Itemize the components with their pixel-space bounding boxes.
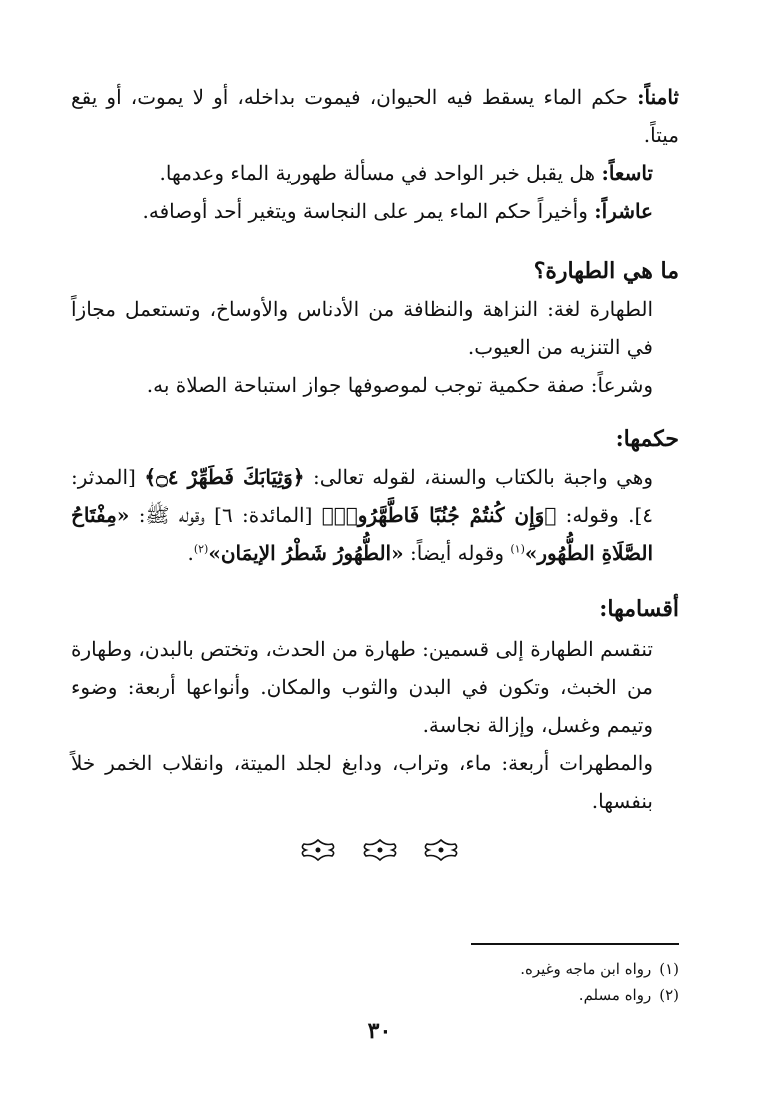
- ruling-text-2: [المدثر: ٤]. وقوله:: [71, 465, 654, 527]
- quran-verse-1: ﴿وَثِيَابَكَ فَطَهِّرْ ۝٤﴾: [144, 465, 305, 489]
- list-text: هل يقبل خبر الواحد في مسألة طهورية الماء وعدمها.: [159, 161, 602, 185]
- list-text: وأخيراً حكم الماء يمر على النجاسة ويتغير أحد أوصافه.: [142, 199, 595, 223]
- ornament-divider: [0, 838, 759, 866]
- paragraph-divisions: تنقسم الطهارة إلى قسمين: طهارة من الحدث، وتختص بالبدن، وطهارة من الخبث، وتكون في البدن والثوب والمكان. وأنواعها أربعة: وضوء وتيمم وغسل، وإزالة نجاسة.: [71, 637, 653, 737]
- fleuron-ornament-icon: [360, 838, 400, 862]
- footnote-ref-2: (٢): [193, 542, 209, 556]
- page-number: ٣٠: [367, 1018, 392, 1044]
- fleuron-ornament-icon: [298, 838, 338, 862]
- paragraph-ruling: [71, 458, 679, 572]
- list-label: عاشراً:: [594, 199, 653, 223]
- quran-verse-2: ﴿وَإِن كُنتُمْ جُنُبًا فَاطَّهَّرُوا۟﴾: [321, 503, 557, 527]
- section-title-ruling: حكمها:: [615, 426, 679, 452]
- footnote-number: (٢): [659, 986, 679, 1004]
- ruling-text-3: [المائدة: ٦] وقوله ﷺ:: [129, 503, 322, 527]
- paragraph-purifiers: والمطهرات أربعة: ماء، وتراب، ودابغ لجلد الميتة، وانقلاب الخمر خلاً بنفسها.: [71, 751, 653, 813]
- section-what-is: [71, 290, 679, 404]
- list-text: حكم الماء يسقط فيه الحيوان، فيموت بداخله، أو لا يموت، أو يقع ميتاً.: [71, 85, 679, 147]
- section-ruling: [71, 458, 679, 572]
- list-label: ثامناً:: [637, 85, 679, 109]
- footnote-number: (١): [659, 960, 679, 978]
- footnotes: [71, 956, 679, 1008]
- footnote-1: [71, 956, 679, 982]
- footnote-2: [71, 982, 679, 1008]
- ruling-text-4: وقوله أيضاً:: [403, 541, 511, 565]
- list-item-10: [71, 192, 679, 230]
- fleuron-ornament-icon: [421, 838, 461, 862]
- hadith-1: «مِفْتَاحُ الصَّلَاةِ الطُّهُور»: [71, 503, 653, 565]
- paragraph-legal: وشرعاً: صفة حكمية توجب لموصوفها جواز استباحة الصلاة به.: [146, 373, 653, 397]
- ruling-text-5: .: [187, 541, 194, 565]
- footnote-text: رواه مسلم.: [578, 986, 652, 1004]
- hadith-2: «الطُّهُورُ شَطْرُ الإيمَان»: [208, 541, 404, 565]
- list-item-8: [71, 78, 679, 154]
- list-label: تاسعاً:: [601, 161, 653, 185]
- list-item-9: [71, 154, 679, 192]
- list-block: [71, 78, 679, 230]
- footnote-ref-1: (١): [510, 542, 525, 556]
- section-types: [71, 630, 679, 820]
- paragraph-lexical: الطهارة لغة: النزاهة والنظافة من الأدناس والأوساخ، وتستعمل مجازاً في التنزيه من العيوب.: [71, 297, 653, 359]
- footnote-divider: [471, 943, 679, 945]
- section-title-types: أقسامها:: [599, 596, 679, 622]
- ruling-text-1: وهي واجبة بالكتاب والسنة، لقوله تعالى:: [304, 465, 653, 489]
- footnote-text: رواه ابن ماجه وغيره.: [520, 960, 652, 978]
- section-title-what-is: ما هي الطهارة؟: [533, 258, 679, 284]
